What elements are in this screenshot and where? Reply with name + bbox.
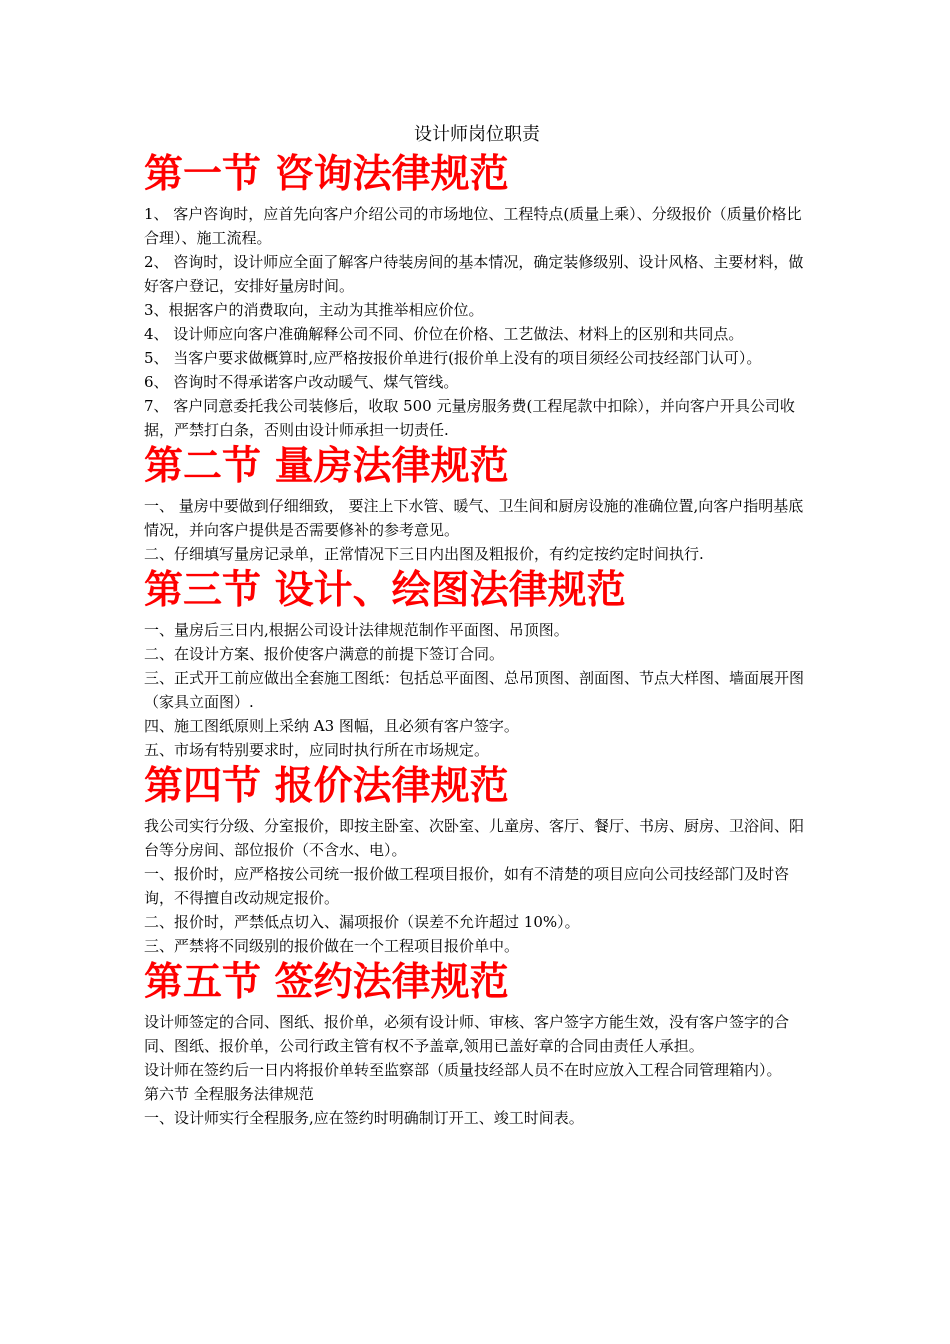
section-heading-plain: 第六节 全程服务法律规范 <box>144 1085 314 1103</box>
section-4 <box>144 762 810 958</box>
section-heading: 第四节 报价法律规范 <box>144 764 509 809</box>
paragraph: 设计师签定的合同、图纸、报价单，必须有设计师、审核、客户签字方能生效，没有客户签字的合同、图纸、报价单，公司行政主管有权不予盖章,领用已盖好章的合同由责任人承担。 <box>144 1013 790 1055</box>
paragraph: 三、严禁将不同级别的报价做在一个工程项目报价单中。 <box>144 937 520 955</box>
paragraph: 一、 量房中要做到仔细细致， 要注上下水管、暖气、卫生间和厨房设施的准确位置,向客户指明基底情况，并向客户提供是否需要修补的参考意见。 <box>144 497 804 539</box>
paragraph: 一、报价时，应严格按公司统一报价做工程项目报价，如有不清楚的项目应向公司技经部门及时咨询，不得擅自改动规定报价。 <box>144 865 790 907</box>
section-6 <box>144 1082 810 1130</box>
section-heading: 第五节 签约法律规范 <box>144 960 509 1005</box>
paragraph: 6、 咨询时不得承诺客户改动暖气、煤气管线。 <box>144 373 459 391</box>
paragraph: 五、市场有特别要求时，应同时执行所在市场规定。 <box>144 741 490 759</box>
paragraph: 2、 咨询时，设计师应全面了解客户待装房间的基本情况，确定装修级别、设计风格、主要材料，做好客户登记，安排好量房时间。 <box>144 253 804 295</box>
paragraph: 4、 设计师应向客户准确解释公司不同、价位在价格、工艺做法、材料上的区别和共同点。 <box>144 325 744 343</box>
section-2 <box>144 442 810 566</box>
paragraph: 三、正式开工前应做出全套施工图纸：包括总平面图、总吊顶图、剖面图、节点大样图、墙面展开图（家具立面图）. <box>144 669 805 711</box>
section-1 <box>144 150 810 442</box>
paragraph: 我公司实行分级、分室报价，即按主卧室、次卧室、儿童房、客厅、餐厅、书房、厨房、卫浴间、阳台等分房间、部位报价（不含水、电）。 <box>144 817 805 859</box>
document-title: 设计师岗位职责 <box>414 124 540 145</box>
paragraph: 二、仔细填写量房记录单，正常情况下三日内出图及粗报价，有约定按约定时间执行. <box>144 545 704 563</box>
paragraph: 二、在设计方案、报价使客户满意的前提下签订合同。 <box>144 645 505 663</box>
paragraph: 四、施工图纸原则上采纳 A3 图幅，且必须有客户签字。 <box>144 717 519 735</box>
paragraph: 7、 客户同意委托我公司装修后，收取 500 元量房服务费(工程尾款中扣除），并向客户开具公司收据，严禁打白条，否则由设计师承担一切责任. <box>144 397 795 439</box>
paragraph: 5、 当客户要求做概算时,应严格按报价单进行(报价单上没有的项目须经公司技经部门认可）。 <box>144 349 762 367</box>
paragraph: 3、根据客户的消费取向，主动为其推举相应价位。 <box>144 301 484 319</box>
section-3 <box>144 566 810 762</box>
paragraph: 一、设计师实行全程服务,应在签约时明确制订开工、竣工时间表。 <box>144 1109 584 1127</box>
paragraph: 设计师在签约后一日内将报价单转至监察部（质量技经部人员不在时应放入工程合同管理箱内）。 <box>144 1061 782 1079</box>
section-5 <box>144 958 810 1082</box>
paragraph: 一、量房后三日内,根据公司设计法律规范制作平面图、吊顶图。 <box>144 621 569 639</box>
document-page <box>144 122 810 1130</box>
section-heading: 第三节 设计、绘图法律规范 <box>144 568 626 613</box>
paragraph: 1、 客户咨询时，应首先向客户介绍公司的市场地位、工程特点(质量上乘）、分级报价（质量价格比合理）、施工流程。 <box>144 205 802 247</box>
section-heading: 第一节 咨询法律规范 <box>144 152 509 197</box>
section-heading: 第二节 量房法律规范 <box>144 444 509 489</box>
paragraph: 二、报价时，严禁低点切入、漏项报价（误差不允许超过 10%）。 <box>144 913 580 931</box>
